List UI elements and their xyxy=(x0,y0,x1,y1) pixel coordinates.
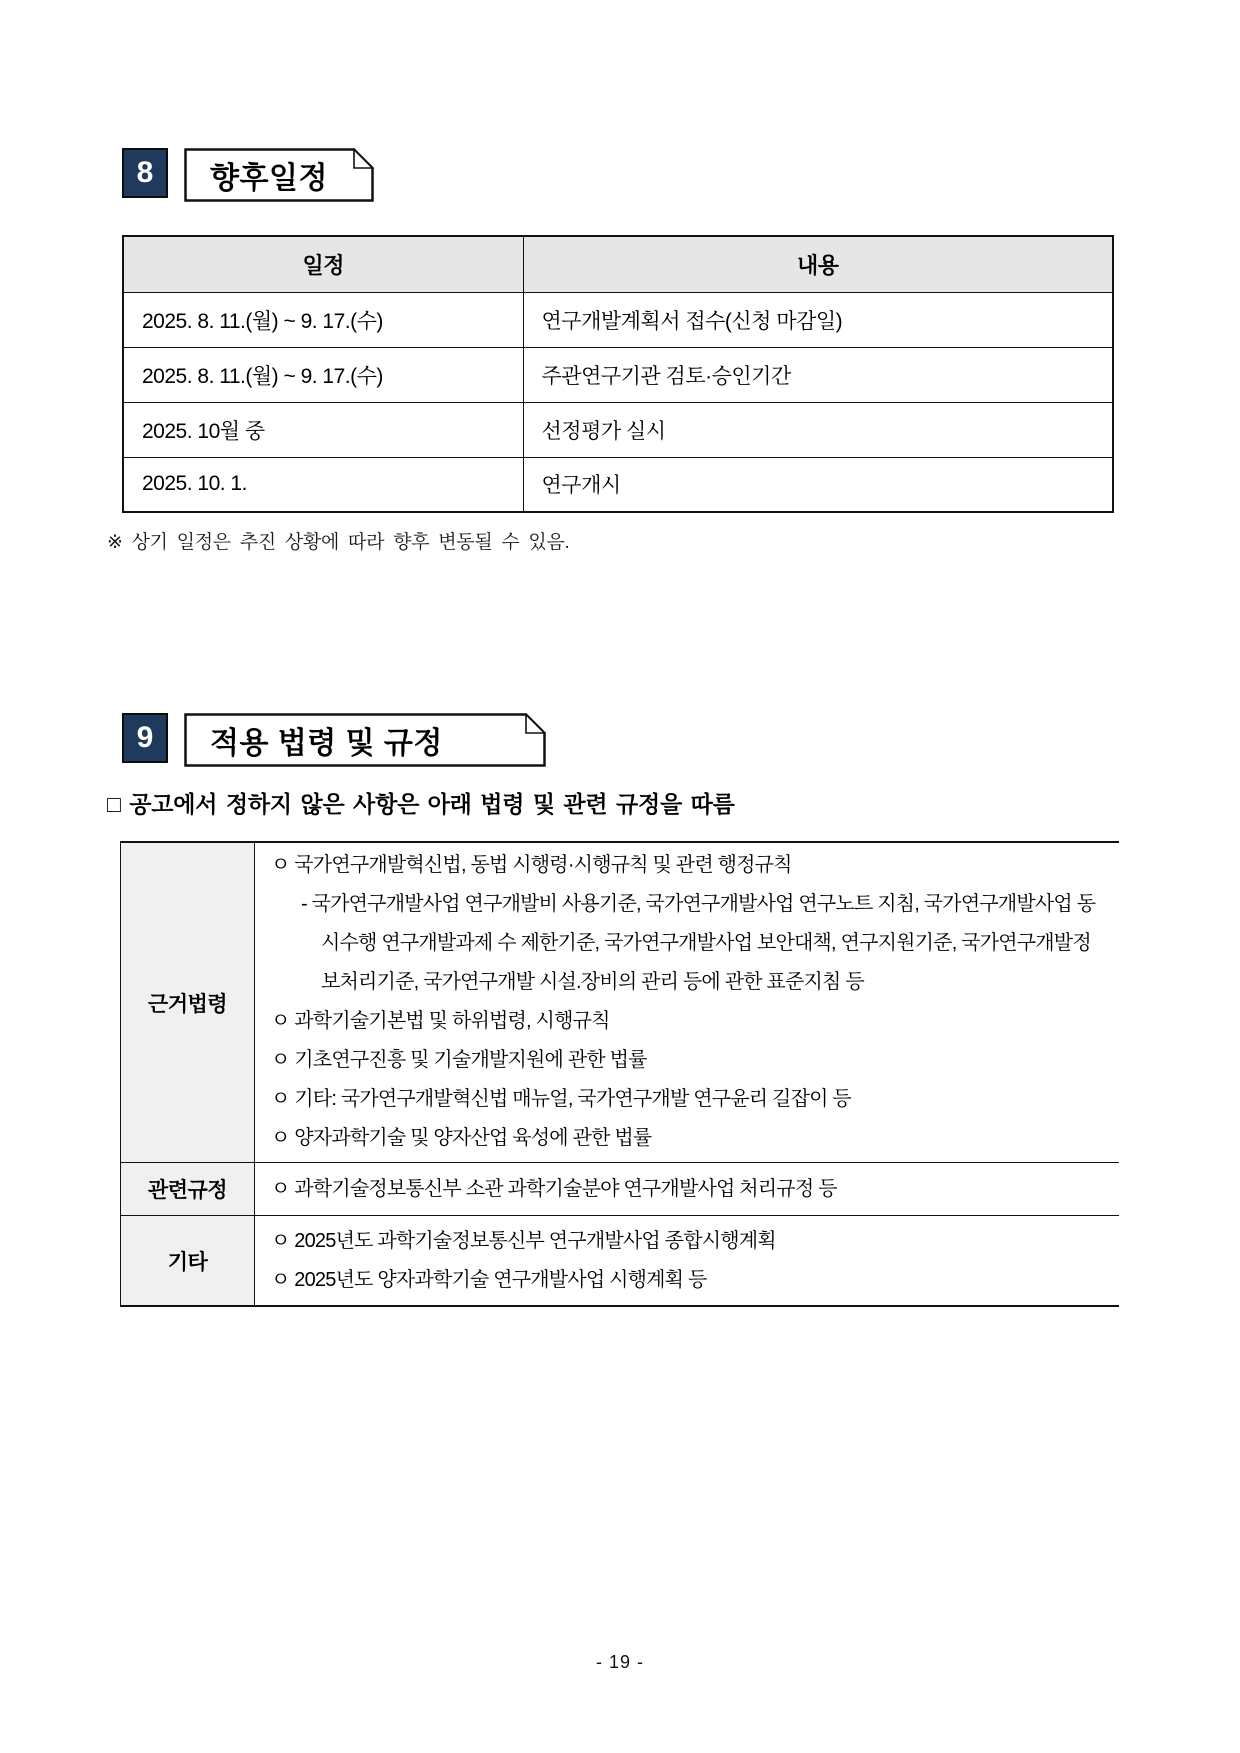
schedule-col-header: 일정 xyxy=(123,236,523,292)
law-item: ㅇ 과학기술정보통신부 소관 과학기술분야 연구개발사업 처리규정 등 xyxy=(271,1177,837,1200)
section-8-title: 향후일정 xyxy=(210,162,328,195)
law-sub-item: - 국가연구개발사업 연구개발비 사용기준, 국가연구개발사업 연구노트 지침, 국가연구개발사업 동시수행 연구개발과제 수 제한기준, 국가연구개발사업 보안대책, 연구지원기준, 국가연구개발정보처리기준, 국가연구개발 시설.장비의 관리 등에 관한 표준지침 등 xyxy=(301,893,1096,993)
schedule-table-header-row xyxy=(123,236,1113,292)
schedule-table xyxy=(122,235,1114,513)
row-label: 관련규정 xyxy=(121,1163,255,1215)
page-number: - 19 - xyxy=(595,1652,644,1672)
schedule-note: ※ 상기 일정은 추진 상황에 따라 향후 변동될 수 있음. xyxy=(107,532,570,553)
table-row xyxy=(123,402,1113,457)
section-9-number: 9 xyxy=(136,721,154,754)
schedule-cell: 2025. 8. 11.(월) ~ 9. 17.(수) xyxy=(123,292,523,347)
row-content xyxy=(255,1216,1119,1305)
section-8-header xyxy=(122,148,374,202)
section-8-number: 8 xyxy=(136,156,154,189)
schedule-cell: 2025. 10월 중 xyxy=(123,402,523,457)
schedule-cell: 2025. 8. 11.(월) ~ 9. 17.(수) xyxy=(123,347,523,402)
law-item: ㅇ 2025년도 양자과학기술 연구개발사업 시행계획 등 xyxy=(271,1268,707,1291)
row-content xyxy=(255,843,1119,1162)
table-row xyxy=(123,457,1113,512)
row-label: 근거법령 xyxy=(121,843,255,1162)
content-cell: 연구개시 xyxy=(523,457,1113,512)
law-item: ㅇ 2025년도 과학기술정보통신부 연구개발사업 종합시행계획 xyxy=(271,1229,776,1252)
law-table xyxy=(120,841,1119,1307)
row-content xyxy=(255,1163,1119,1215)
table-row-etc xyxy=(121,1216,1119,1305)
section-8-number-badge xyxy=(122,148,168,198)
section-9-title-plate xyxy=(184,713,546,767)
section-9-header xyxy=(122,713,546,767)
law-item: ㅇ 기초연구진흥 및 기술개발지원에 관한 법률 xyxy=(271,1049,647,1071)
table-row-related-rules xyxy=(121,1163,1119,1216)
schedule-cell: 2025. 10. 1. xyxy=(123,457,523,512)
table-row-legal-basis xyxy=(121,843,1119,1163)
content-cell: 연구개발계획서 접수(신청 마감일) xyxy=(523,292,1113,347)
content-col-header: 내용 xyxy=(523,236,1113,292)
section-9-title: 적용 법령 및 규정 xyxy=(210,727,443,760)
table-row xyxy=(123,347,1113,402)
section-9-intro: □ 공고에서 정하지 않은 사항은 아래 법령 및 관련 규정을 따름 xyxy=(107,792,735,817)
section-9-number-badge xyxy=(122,713,168,763)
content-cell: 주관연구기관 검토·승인기간 xyxy=(523,347,1113,402)
row-label: 기타 xyxy=(121,1216,255,1305)
law-item: ㅇ 과학기술기본법 및 하위법령, 시행규칙 xyxy=(271,1010,610,1032)
law-item: ㅇ 기타: 국가연구개발혁신법 매뉴얼, 국가연구개발 연구윤리 길잡이 등 xyxy=(271,1088,851,1110)
content-cell: 선정평가 실시 xyxy=(523,402,1113,457)
law-item: ㅇ 양자과학기술 및 양자산업 육성에 관한 법률 xyxy=(271,1127,652,1149)
table-row xyxy=(123,292,1113,347)
section-8-title-plate xyxy=(184,148,374,202)
law-item: ㅇ 국가연구개발혁신법, 동법 시행령·시행규칙 및 관련 행정규칙 xyxy=(271,854,792,876)
